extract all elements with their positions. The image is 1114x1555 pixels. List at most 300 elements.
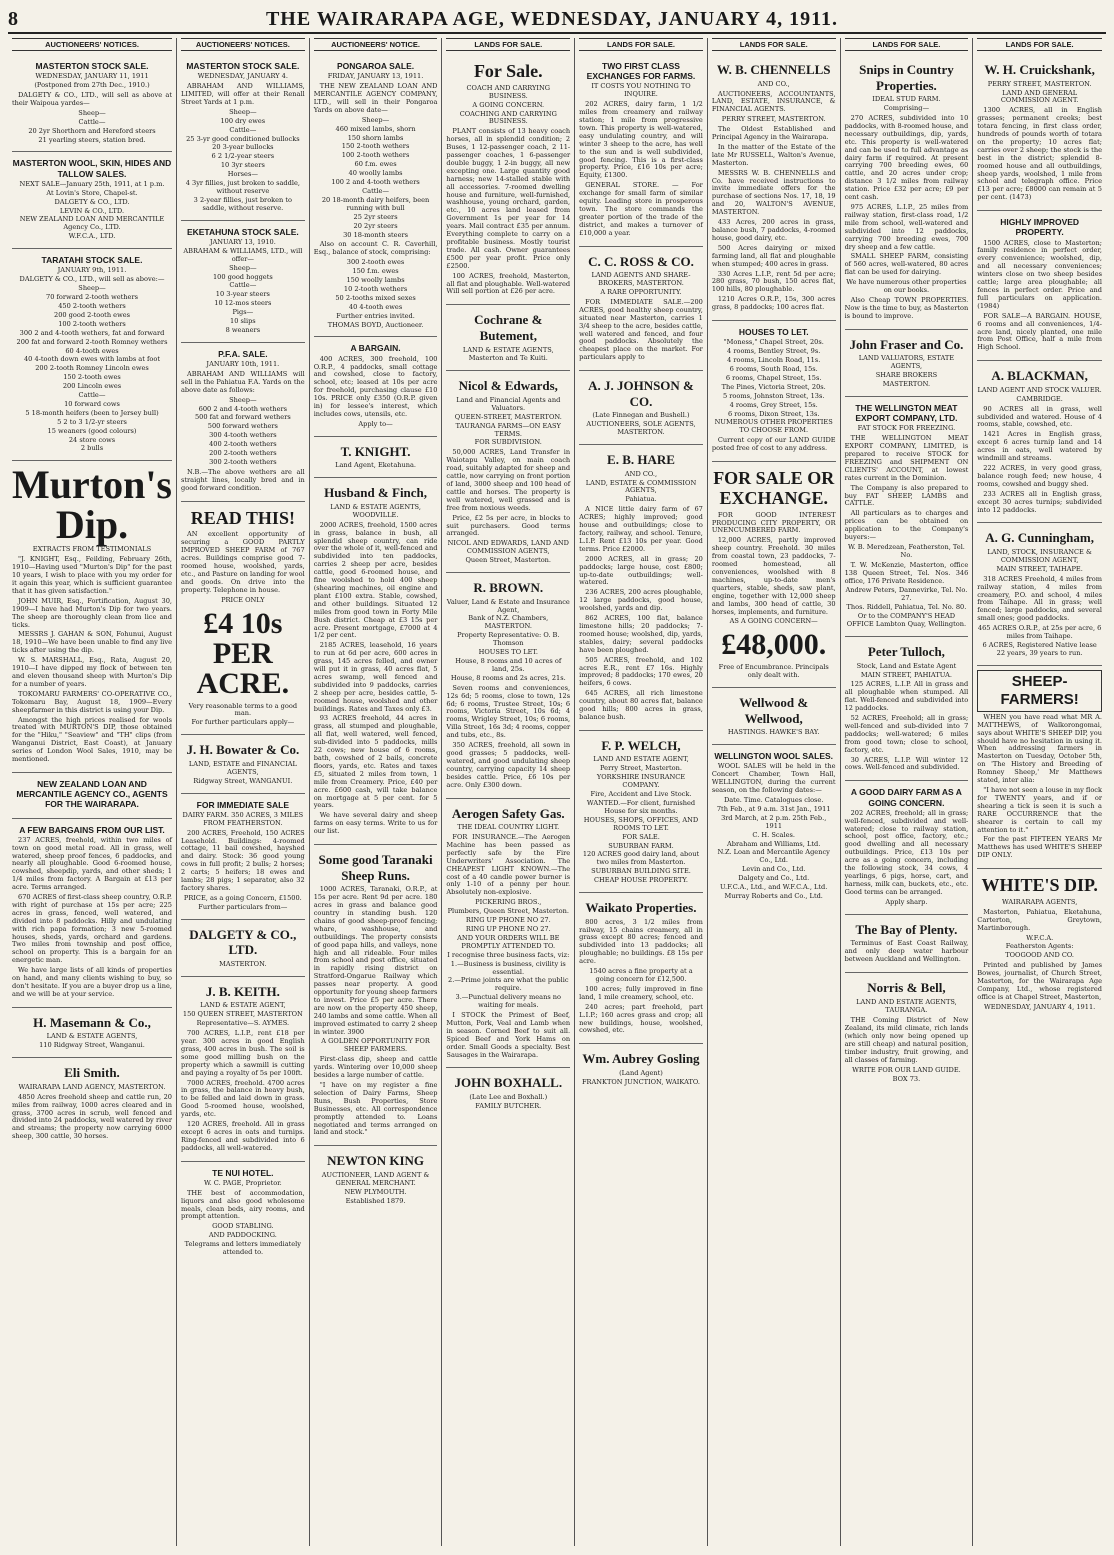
ad-line: We have several dairy and sheep farms on easy terms. Write to us for our list. (313, 811, 438, 836)
ad-line: 3 2-year fillies, just broken to saddle, without reserve. (193, 195, 293, 212)
ad-line: QUEEN-STREET, MASTERTON. (454, 412, 562, 421)
ad-line: Sheep— (229, 263, 257, 272)
ad-line: Sheep— (78, 284, 106, 293)
ad-line: 1500 ACRES, close to Masterton; family residence in perfect order, every convenience; woolshed, dip, and all necessary conveniences; winters close on two sheep besides cattle; large area ploughable; all fences in perfect order. Price and full particulars on application. (1984) (977, 238, 1102, 310)
ad-title: F. P. WELCH, (601, 737, 681, 753)
advertisement (977, 869, 1102, 1019)
ad-line: WOOL SALES will be held in the Concert Chamber, Town Hall, WELLINGTON, during the current season, on the following dates:— (711, 762, 836, 795)
ad-line: Free of Encumbrance. Principals only dealt with. (718, 663, 829, 680)
advertisement (314, 845, 438, 1146)
ad-line: WEDNESDAY, JANUARY 4. (197, 72, 288, 81)
ad-line: TAURANGA FARMS—ON EASY TERMS. (455, 421, 561, 438)
ad-line: HOUSES TO LET. (478, 648, 538, 657)
ad-line: 100 2-tooth wethers (58, 319, 126, 328)
ad-line: 450 2-tooth wethers (58, 301, 126, 310)
advertisement (181, 221, 305, 343)
ad-line: Property Representative: O. B. Thomson (457, 631, 560, 648)
ad-line: "Moness," Chapel Street, 20s. (723, 338, 824, 347)
ad-title: Norris & Bell, (867, 979, 946, 995)
ad-line: N.Z. Loan and Mercantile Agency Co., Ltd. (717, 848, 830, 865)
advertisement (12, 55, 172, 152)
ad-title: Peter Tulloch, (867, 644, 945, 659)
ad-title: Waikato Properties. (585, 900, 697, 916)
ad-line: PERRY STREET, MASTERTON. (987, 79, 1092, 88)
ad-line: Seven rooms and conveniences, 12s 6d; 5 rooms, close to town, 12s 6d; 6 rooms, Trustee Street, 10s; 6 rooms, Victoria Street, 10s 6d; 4 rooms, Wrigley Street, 10s; 6 rooms, Villa Street, 16s 3d; 4 rooms, copper and tubs, etc., 8s. (446, 683, 571, 740)
ad-line: THE NEW ZEALAND LOAN AND MERCANTILE AGENCY COMPANY, LTD., will sell in their Pongaroa Yards on above date— (313, 82, 438, 114)
ad-line: SUBURBAN BUILDING SITE. (591, 867, 691, 876)
ad-line: FRIDAY, JANUARY 13, 1911. (327, 72, 424, 81)
ad-line: MASTERTON. (882, 379, 931, 388)
ad-line: Levin and Co., Ltd. (741, 865, 806, 874)
ad-line: 300 4-tooth wethers (209, 431, 277, 440)
ad-line: LAND, ESTATE & COMMISSION AGENTS, (585, 478, 697, 495)
ad-line: £4 10s PER ACRE. (196, 606, 290, 700)
ad-line: WEDNESDAY, JANUARY 11, 1911 (35, 72, 149, 81)
ad-line: 100 good hoggets (212, 272, 273, 281)
ad-title: NEWTON KING (327, 1153, 425, 1169)
ad-line: 2185 ACRES, leasehold, 16 years to run at 6d per acre, 600 acres in grass, 145 acres felled, and owner will put it in grass, 40 acres flat, 5 acres swamp, well fenced and subdivided into 9 paddocks, carries 2 sheep per acre, besides cattle, 5-roomed house, woolshed and other buildings. Rates and Taxes only £3. (313, 641, 438, 713)
advertisement (579, 247, 703, 372)
ad-line: For the past FIFTEEN YEARS Mr Matthews has used WHITE'S SHEEP DIP ONLY. (977, 835, 1102, 860)
ad-title: FOR IMMEDIATE SALE (196, 799, 290, 810)
ad-line: 21 yearling steers, station bred. (38, 135, 146, 144)
ad-line: AND CO., (757, 79, 790, 88)
advertisement (712, 462, 836, 688)
ad-line: Sheep— (361, 115, 390, 124)
ad-line: 40 4-tooth down ewes with lambs at foot (23, 355, 161, 364)
ad-line: 25 2yr steers (353, 212, 398, 221)
ad-line: 433 Acres, 200 acres in grass, balance bush, 7 paddocks, 4-roomed house, good dairy, etc. (711, 218, 836, 242)
ad-line: "I have on my register a fine selection of Dairy Farms, Sheep Runs, Bush Properties, Store Businesses, etc. All correspondence promptly attended to. Loans negotiated and terms arranged on land and stock." (313, 1081, 438, 1137)
advertisement (181, 735, 305, 793)
ad-line: A GOLDEN OPPORTUNITY FOR SHEEP FARMERS. (321, 1037, 430, 1054)
ad-title: A. J. JOHNSON & CO. (588, 378, 694, 409)
ad-line: AUCTIONEERS, ACCOUNTANTS, LAND, ESTATE, INSURANCE, & FINANCIAL AGENTS. (711, 89, 836, 114)
ad-title: Snips in Country Properties. (859, 62, 954, 93)
ad-line: I recognise three business facts, viz: (447, 950, 570, 959)
advertisement (845, 915, 969, 973)
advertisement (845, 55, 969, 330)
ad-line: WAIRARAPA LAND AGENCY, MASTERTON. (18, 1082, 166, 1091)
ad-line: 5 18-month heifers (been to Jersey bull) (25, 408, 159, 417)
ad-line: A NICE little dairy farm of 67 ACRES; highly improved; good house and outbuildings; close to factory, railway, and school. Tenure, L.I.P. Rent £13 10s per year. Good terms. Price £2000. (579, 505, 703, 553)
ad-line: 800 acres, 3 1/2 miles from railway, 15 chains creamery, all in grass except 80 acres; fenced and subdivided into 13 paddocks; all ploughable; no buildings. £8 15s per acre. (579, 917, 703, 966)
ad-line: 500 forward wethers (207, 422, 278, 431)
ad-line: 200 good 2-tooth ewes (54, 310, 130, 319)
ad-line: DALGETY & CO., LTD., will sell as above:— (19, 275, 165, 284)
ad-line: Masterton and Te Kuiti. (468, 354, 548, 363)
ad-title: Cochrane & Butement, (474, 312, 543, 343)
advertisement (845, 637, 969, 781)
ad-line: 2000 ACRES, freehold, 1500 acres in grass, balance in bush, all splendid sheep country, can ride over the whole of it, well-fenced and subdivided into ten paddocks, carries 2 sheep per acre, besides cattle, good 6-roomed house, and fine woolshed to hold 400 sheep (shearing machines, oil engine and plant £100 extra. Stable, cowshed, and other buildings. Situated 12 miles from good town in Forty Mile Bush district. Cheap at £3 15s per acre. Present mortgage, £7000 at 4 1/2 per cent. (313, 520, 438, 640)
ad-line: 500 Acres dairying or mixed farming land, all flat and ploughable when stumped; 400 acres in grass. (711, 243, 836, 268)
ad-line: THE IDEAL COUNTRY LIGHT. (457, 823, 560, 832)
ad-line: 7th Feb., at 9 a.m. 31st Jan., 1911 (716, 804, 831, 813)
ad-line: PERRY STREET, MASTERTON. (721, 115, 826, 124)
ad-line: Fire, Accident and Live Stock. (590, 790, 692, 799)
ad-line: House, 8 rooms and 10 acres of land, 25s. (455, 657, 562, 673)
ad-line: 10 3yr steers (220, 161, 265, 170)
ad-line: 150 2-tooth wethers (341, 142, 410, 151)
advertisement (446, 1068, 570, 1117)
ad-line: Price, £2 5s per acre, in blocks to suit purchasers. Good terms arranged. (446, 513, 571, 538)
ad-line: 400 ACRES, 300 freehold, 100 O.R.P., 4 paddocks, small cottage and cowshed, close to factory, school, etc; leased at 10s per acre for freehold, purchasing clause £10 10s. PRICE only £350 (O.R.P. given in) for lessee's interest, which includes cows, utensils, etc. (313, 354, 438, 418)
ad-title: WELLINGTON WOOL SALES. (714, 751, 834, 762)
ad-title: For Sale. (473, 61, 543, 81)
ad-title: H. Masemann & Co., (33, 1014, 151, 1030)
ad-line: 150 woolly lambs (346, 276, 405, 285)
ad-line: 5 rooms, Johnston Street, 13s. (722, 391, 825, 400)
ad-title: SHEEP-FARMERS! (977, 670, 1102, 712)
ad-line: Apply sharp. (885, 897, 928, 906)
ad-line: 2 bulls (80, 444, 104, 453)
ad-line: GOOD STABLING. (212, 1222, 274, 1231)
column-header: LANDS FOR SALE. (712, 38, 836, 51)
ad-line: W. B. Meredzean, Featherston, Tel. No. (847, 542, 965, 559)
ad-line: COACH AND CARRYING BUSINESS. (466, 83, 551, 100)
ad-line: 110 Ridgway Street, Wanganui. (39, 1041, 145, 1050)
ad-line: A RARE OPPORTUNITY. (600, 288, 682, 296)
ad-title: E. B. HARE (607, 452, 675, 468)
ad-line: THOMAS BOYD, Auctioneer. (327, 320, 424, 329)
advertisement (579, 893, 703, 1044)
ad-line: Masterton, Pahiatua, Eketahuna, Carterton, Greytown, Martinborough. (977, 907, 1102, 932)
ad-line: 40 4-tooth ewes (348, 302, 403, 311)
ad-line: ABRAHAM AND WILLIAMS, LIMITED, will offer at their Renall Street Yards at 1 p.m. (181, 82, 305, 106)
ad-line: 70 forward 2-tooth wethers (46, 293, 138, 302)
ad-line: 20 18-month dairy heifers, been running with bull (321, 195, 430, 212)
ad-line: THE WELLINGTON MEAT EXPORT COMPANY, LIMITED, is prepared to receive STOCK for FREEZING and SHIPMENT ON CLIENTS' ACCOUNT, at lowest rates current in the Dominion. (844, 434, 969, 482)
ad-line: Perry Street, Masterton. (600, 764, 682, 773)
ad-line: 350 ACRES, freehold, all sown in good grasses; 5 paddocks, well-watered, and good undulating sheep country, carrying capacity 14 sheep besides cattle. Price, £6 10s per acre. Only £300 down. (446, 741, 571, 789)
ad-line: 3.—Punctual delivery means no waiting for meals. (455, 993, 562, 1010)
advertisement (446, 305, 570, 371)
ad-line: 100 dry ewes (220, 116, 266, 125)
ad-line: LAND AGENT AND STOCK VALUER. (977, 385, 1102, 394)
ad-line: 25 3-yr good conditioned bullocks (186, 134, 300, 143)
ad-line: A GOING CONCERN. (472, 100, 545, 109)
ad-line: WEDNESDAY, JANUARY 4, 1911. (984, 1002, 1096, 1011)
ad-line: TOOGOOD AND CO. (1005, 951, 1074, 960)
ad-line: 300 2-tooth ewes (346, 258, 405, 267)
ad-line: 6 ACRES, Registered Native lease 22 years, 39 years to run. (982, 641, 1097, 657)
ad-line: JANUARY 10th, 1911. (206, 360, 280, 369)
ad-line: CHEAP HOUSE PROPERTY. (594, 876, 688, 885)
ad-line: For further particulars apply— (191, 718, 295, 727)
column-6 (708, 38, 841, 1546)
ad-line: C. H. Scales. (752, 830, 795, 839)
ad-line: 200 ACRES, Freehold, 150 ACRES Leasehold. Buildings: 4-roomed cottage, 11 bail cowshed, hayshed and dairy. Stock: 36 good young cows in full profit; 2 bulls; 2 horses; 2 carts; 5 heifers; 18 ewes and lambs; 28 pigs; 1 separator, also 32 factory shares. (181, 828, 305, 892)
ad-line: Horses— (227, 170, 258, 179)
ad-title: Murton's Dip. (12, 462, 172, 548)
ad-line: N.B.—The above wethers are all straight lines, locally bred and in good forward condition. (181, 467, 305, 492)
ad-line: NEW ZEALAND LOAN AND MERCANTILE Agency Co., LTD. (19, 215, 165, 232)
ad-line: (Land Agent) (619, 1068, 663, 1077)
ad-line: Cattle— (362, 186, 389, 195)
ad-line: TAURANGA. (885, 1006, 928, 1015)
ad-line: 600 2 and 4-tooth wethers (198, 404, 288, 413)
ad-line: Apply to— (358, 419, 393, 428)
ad-line: WANTED.—For client, furnished House for six months. (586, 798, 696, 815)
advertisement (845, 781, 969, 914)
ad-line: FOR SALE—A BARGAIN. HOUSE, 6 rooms and all conveniences, 1/4-acre land, nicely planted, one mile from Post Office, half a mile from High School. (977, 311, 1102, 352)
ad-line: Bank of N.Z. Chambers, MASTERTON. (468, 614, 549, 631)
ad-title: A FEW BARGAINS FROM OUR LIST. (19, 824, 165, 835)
ad-line: 4 3yr fillies, just broken to saddle, without reserve (185, 179, 300, 195)
ad-title: J. H. Bowater & Co. (186, 742, 300, 758)
column-header: LANDS FOR SALE. (845, 38, 969, 51)
ad-line: FOR SALE. (622, 832, 660, 841)
ad-line: 150 f.m. ewes (352, 267, 399, 276)
ad-line: Cattle— (78, 117, 106, 126)
ad-line: 2.—Prime joints are what the public require. (448, 976, 569, 993)
ad-line: DALGETY & CO., LTD. (54, 197, 130, 206)
ad-line: 1.—Business is business, civility is essential. (450, 959, 566, 976)
advertisement (977, 523, 1102, 665)
masthead (8, 6, 1106, 34)
ad-line: Cattle— (78, 391, 106, 400)
ad-line: AND PADDOCKING. (208, 1231, 277, 1240)
ad-line: 100 ACRES, freehold, Masterton, all flat and ploughable. Well-watered Will sell portion at £26 per acre. (446, 271, 571, 296)
ad-line: "J. KNIGHT, Esq., Feilding, February 26th, 1910—Having used "Murton's Dip" for the past 10 years, I wish to place with you my order for it again this year, which is sufficient guarantee that it has given satisfaction." (12, 555, 172, 595)
ad-line: NEW PLYMOUTH. (344, 1187, 407, 1196)
ad-line: 222 ACRES, in very good grass, balance rough feed; new house, 4 rooms, cowshed and buggy shed. (977, 464, 1102, 488)
ad-title: FOR SALE OR EXCHANGE. (713, 468, 835, 508)
ad-line: Pigs— (232, 308, 254, 317)
ad-line: Sheep— (229, 395, 257, 404)
advertisement (977, 55, 1102, 211)
advertisement (446, 799, 570, 1069)
advertisement (314, 478, 438, 845)
ad-line: FOR INSURANCE.—The Aerogen Machine has been passed as perfectly safe by the Fire Underwriters' Association. The CHEAPEST LIGHT KNOWN.—The cost of a 40 candle power burner is only 1-10 of a penny per hour. Absolutely non-explosive. (446, 833, 571, 897)
ad-line: ABRAHAM & WILLIAMS, LTD., will offer— (183, 246, 303, 263)
column-8 (973, 38, 1106, 1546)
ad-line: 200 2-tooth wethers (209, 449, 277, 458)
ad-line: 300 2-tooth wethers (209, 458, 277, 466)
ad-line: COACHING AND CARRYING BUSINESS. (459, 109, 557, 126)
ad-line: 1300 ACRES, all in English grasses; permanent creeks; best totara fencing, in first class order, hundreds of pounds worth of totara on the property; 10 acres flat; carries over 2 sheep; the stock is the best in the district; splendid 8-roomed house and all outbuildings, sheep yards, woolshed, 1 mile from school and telegraph office. Price £13 per acre; £8000 can remain at 5 per cent. (1473) (977, 106, 1102, 202)
ad-line: Plumbers, Queen Street, Masterton. (447, 907, 569, 916)
ad-title: THE WELLINGTON MEAT EXPORT COMPANY, LTD. (855, 402, 958, 424)
ad-line: W.F.C.A., LTD. (68, 232, 116, 241)
ad-line: LAND & ESTATE AGENTS, (462, 345, 554, 354)
ad-line: 505 ACRES, freehold, and 102 acres E.R., rent £7 16s. Highly improved; 8 paddocks; 170 ewes, 20 heifers, 6 cows. (579, 655, 703, 688)
ad-line: RING UP PHONE NO 27. (465, 916, 551, 925)
ad-line: Abraham and Williams, Ltd. (727, 839, 821, 848)
ad-line: LAND & ESTATE AGENTS, WOODVILLE. (330, 502, 421, 519)
ad-title: A. G. Cunningham, (985, 530, 1094, 546)
advertisement (314, 1146, 438, 1212)
ad-line: LAND AND GENERAL COMMISSION AGENT. (1000, 88, 1079, 105)
advertisement (181, 1162, 305, 1264)
advertisement (12, 1008, 172, 1058)
advertisement (845, 397, 969, 637)
ad-title: TARATAHI STOCK SALE. (41, 255, 143, 266)
ad-line: FAT STOCK FOR FREEZING. (857, 424, 956, 433)
advertisement (12, 152, 172, 249)
ad-line: 100 acres; fully improved in fine land, 1 mile creamery, school, etc. (579, 984, 703, 1001)
ad-line: 862 ACRES, 100 flat, balance limestone hills; 20 paddocks; 7-roomed house; woolshed, dip, yards, stables, dairy; several paddocks have been ploughed. (579, 614, 703, 654)
ad-line: 4 rooms, Grey Street, 15s. (729, 400, 818, 409)
ad-line: 300 2 and 4-tooth wethers, fat and forward (19, 328, 165, 337)
ad-line: Or to the COMPANY'S HEAD OFFICE Lambton Quay, Wellington. (846, 612, 967, 629)
ad-title: EKETAHUNA STOCK SALE. (186, 226, 299, 237)
ad-line: 150 QUEEN STREET, MASTERTON (182, 1010, 303, 1019)
ad-title: MASTERTON WOOL, SKIN, HIDES AND TALLOW SALES. (12, 158, 172, 179)
ad-line: HASTINGS. HAWKE'S BAY. (727, 728, 820, 737)
ad-line: 150 shorn lambs (347, 133, 404, 142)
ad-line: 237 ACRES, freehold, within two miles of town on good metal road. All in grass, well watered, sheep proof fences, 6 paddocks, and nearly all ploughable. Good 6-roomed house, cowshed, sheepdip, yards, and other sheds; 1 1/4 miles from factory. A Bargain at £13 per acre. Terms arranged. (12, 835, 172, 892)
ad-line: 50,000 ACRES, Land Transfer in Waiotapu Valley, on main coach road, suitably adapted for sheep and cattle, now carrying on front portion of land, 3000 sheep and 100 head of cattle and horses. The property is well watered, well grassed and is free from noxious weeds. (446, 448, 571, 512)
ad-line: House, 8 rooms and 2s acres, 21s. (450, 673, 566, 682)
ad-line: GENERAL STORE. — For exchange for small farm of similar equity. Leading store in prosperous town. The store commands the greater portion of the trade of the district, and makes a turnover of £10,000 a year. (579, 181, 703, 237)
ad-line: 6 rooms, Chapel Street, 15s. (725, 373, 822, 382)
ad-line: The Oldest Established and Principal Agency in the Wairarapa. (711, 125, 836, 142)
ad-line: 460 mixed lambs, shorn (335, 124, 416, 133)
ad-title: MASTERTON STOCK SALE. (35, 61, 149, 71)
ad-title: W. H. Cruickshank, (984, 62, 1095, 77)
advertisement (712, 745, 836, 908)
column-7 (841, 38, 974, 1546)
column-header: LANDS FOR SALE. (579, 38, 703, 51)
ad-line: HOUSES, SHOPS, OFFICES, AND ROOMS TO LET. (583, 815, 699, 832)
ad-line: Very reasonable terms to a good man. (188, 701, 298, 718)
ad-line: 202 ACRES, freehold; all in grass; well-fenced, subdivided and well-watered; close to railway station, school, post office, factory, etc.; good dwelling and all necessary outbuildings. Price, £13 10s per acre as a going concern, including the following stock, 34 cows, 4 yearlings, 6 pigs, horse, cart, and harness, milk can, buckets, etc., etc. Good terms can be arranged. (844, 808, 969, 896)
column-header: AUCTIONEERS' NOTICES. (181, 38, 305, 51)
ad-line: SMALL SHEEP FARM, consisting of 560 acres, well-watered, 80 acres flat can be used for dairying. (844, 252, 969, 277)
ad-line: 8 weaners (225, 325, 261, 334)
ad-title: Husband & Finch, (324, 485, 428, 501)
column-header: AUCTIONEERS' NOTICE. (314, 38, 438, 51)
ad-line: 20 2yr Shorthorn and Hereford steers (28, 126, 156, 135)
advertisement (181, 502, 305, 736)
ad-title: The Bay of Plenty. (855, 921, 958, 937)
ad-line: BOX 73. (892, 1074, 921, 1083)
ad-line: JANUARY 13, 1910. (209, 237, 276, 246)
ad-line: Telegrams and letters immediately attended to. (184, 1240, 302, 1257)
ad-line: PRICE, as a going Concern, £1500. (183, 893, 302, 902)
ad-line: Also Cheap TOWN PROPERTIES. Now is the time to buy, as Masterton is bound to improve. (844, 295, 969, 320)
ad-line: 400 2-tooth wethers (209, 440, 277, 449)
ad-line: 6 rooms, Dixon Street, 13s. (727, 409, 820, 418)
advertisement (181, 343, 305, 502)
ad-line: Comprising— (883, 104, 930, 113)
advertisement (446, 55, 570, 305)
column-1 (8, 38, 177, 1546)
ad-line: IT COSTS YOU NOTHING TO INQUIRE. (591, 82, 691, 99)
ad-title: A. BLACKMAN, (991, 368, 1088, 384)
ad-line: 52 ACRES, Freehold; all in grass; well-fenced and sub-divided into 7 paddocks; well-watered; 6 miles from good town; close to school, factory, etc. (844, 714, 969, 754)
ad-line: 1421 Acres in English grass, except 6 acres turnip land and 14 acres in oats, well watered by windmill and streams. (977, 430, 1102, 463)
advertisement (446, 371, 570, 573)
ad-line: First-class dip, sheep and cattle yards. Wintering over 10,000 sheep besides a large number of cattle. (313, 1055, 438, 1080)
ad-line: 10 forward cows (64, 399, 120, 408)
ad-line: 100 2-tooth wethers (341, 151, 410, 160)
advertisement (12, 1058, 172, 1149)
ad-title: TE NUI HOTEL. (212, 1167, 274, 1178)
ad-title: HIGHLY IMPROVED PROPERTY. (1000, 217, 1080, 238)
ad-line: 10 3-year steers (215, 290, 270, 299)
ad-line: WRITE FOR OUR LAND GUIDE. (852, 1065, 961, 1074)
ad-line: FOR GOOD INTEREST PRODUCING CITY PROPERTY, OR UNENCUMBERED FARM. (711, 510, 836, 535)
ad-title: NEW ZEALAND LOAN AND MERCANTILE AGENCY CO., AGENTS FOR THE WAIRARAPA. (16, 778, 168, 810)
page-number: 8 (8, 7, 18, 30)
ad-line: 1210 Acres O.R.P., 15s, 300 acres grass, 8 paddocks; 100 acres flat. (711, 295, 836, 312)
ad-line: All particulars as to charges and prices can be obtained on application to the Company's buyers:— (844, 509, 969, 542)
ad-title: Some good Taranaki Sheep Runs. (318, 852, 433, 883)
advertisement (12, 819, 172, 1008)
advertisement (712, 55, 836, 321)
ad-line: 120 ACRES, freehold. All in grass except 6 acres in oats and turnips. Ring-fenced and subdivided into 6 paddocks, all well-watered. (181, 1120, 305, 1152)
ad-line: 465 ACRES O.R.P., at 25s per acre, 6 miles from Taihape. (977, 624, 1102, 641)
ad-line: Queen Street, Masterton. (465, 556, 552, 565)
ad-title: C. C. ROSS & CO. (588, 253, 694, 269)
ad-line: MAIN STREET, PAHIATUA. (860, 670, 952, 679)
ad-line: Representative—S. AYMES. (196, 1019, 290, 1028)
ad-line: 500 fat and forward wethers (194, 413, 291, 422)
ad-line: 233 ACRES all in English grass, except 30 acres turnips; subdivided into 12 paddocks. (977, 489, 1102, 514)
ad-line: Featherston Agents: (1005, 942, 1074, 951)
ad-line: FOR IMMEDIATE SALE.—200 ACRES, good healthy sheep country, situated near Masterton, carries 1 3/4 sheep to the acre, besides cattle, well watered and fenced, and four good paddocks. Absolutely the cheapest place on the market. For particulars apply to (579, 297, 703, 362)
ad-line: 120 ACRES good dairy land, about two miles from Masterton. (582, 850, 700, 867)
ad-title: John Fraser and Co. (849, 336, 964, 352)
ad-line: 975 ACRES, L.I.P., 25 miles from railway station, first-class road, 1/2 mile from school, well-watered and subdivided into 12 paddocks, carrying 700 breeding ewes, 700 dry sheep and a few cattle. (844, 202, 969, 251)
ad-title: R. BROWN. (473, 580, 544, 596)
ad-line: SHARE BROKERS (875, 371, 938, 380)
ad-line: 202 ACRES, dairy farm, 1 1/2 miles from creamery and railway station; 1 mile from progressive town. This property is well-watered, easy undulating country, and will winter 3 sheep to the acre, has well to the sun and is well subdivided, good fencing. This is a first-class property. Price, £16 10s per acre; Equity, £1300. (579, 100, 703, 180)
ad-line: 12,000 ACRES, partly improved sheep country. Freehold. 30 miles from coastal town, 23 paddocks, 7-roomed homestead, all conveniences, woolshed with 8 machines, up-to-date men's quarters, stable, sheds, saw plant, engine, together with 12,000 sheep and lambs, 300 head of cattle, 30 horses, implements, and furniture. (711, 536, 836, 616)
ad-line: The Pines, Victoria Street, 20s. (721, 382, 826, 391)
ad-line: LAND VALUATORS, ESTATE AGENTS, (858, 354, 955, 371)
advertisement (845, 973, 969, 1091)
ad-line: AUCTIONEER, LAND AGENT & GENERAL MERCHANT. (321, 1170, 430, 1187)
ad-line: 40 woolly lambs (348, 169, 403, 178)
ad-line: 20 2yr steers (353, 221, 398, 230)
ad-title: MASTERTON STOCK SALE. (186, 61, 300, 71)
ad-title: Eli Smith. (64, 1065, 120, 1081)
ad-line: LAND AND ESTATE AGENT, (593, 755, 689, 764)
ad-line: I STOCK the Primest of Beef, Mutton, Pork, Veal and Lamb when in season. Corned Beef to suit all. Spiced Beef and York Hams on order. Small Goods a specialty. Best Sausages in the Wairarapa. (446, 1011, 571, 1059)
ad-line: 90 ACRES all in grass, well subdivided and watered. House of 4 rooms, stable, cowshed, etc. (977, 404, 1102, 429)
advertisement (181, 794, 305, 920)
ad-line: Printed and published by James Bowes, journalist, of Church Street, Masterton, for the Wairarapa Age Company, Ltd., whose registered office is at Chapel Street, Masterton, (977, 961, 1102, 1001)
ad-line: U.F.C.A., Ltd., and W.F.C.A., Ltd. (720, 883, 828, 892)
ad-line: EXTRACTS FROM TESTIMONIALS (32, 545, 152, 554)
ad-line: £48,000. (721, 628, 827, 662)
ad-line: Andrew Peters, Dannevirke, Tel. No. 27. (845, 586, 968, 603)
ad-line: 10 12-mos steers (214, 299, 272, 308)
ad-line: 100 2 and 4-tooth wethers (331, 178, 420, 187)
advertisement (314, 337, 438, 436)
ad-line: 10 slips (230, 317, 256, 326)
ad-line: AUCTIONEERS, SOLE AGENTS, MASTERTON. (586, 420, 696, 437)
advertisement (314, 55, 438, 337)
ad-line: CAMBRIDGE. (1016, 394, 1063, 403)
ad-line: Dalgety and Co., Ltd. (738, 874, 810, 883)
ad-line: 125 ACRES, L.I.P. All in grass and all ploughable when stumped. All flat. Well-fenced and subdivided into 12 paddocks. (844, 680, 969, 713)
ad-line: FAMILY BUTCHER. (475, 1101, 542, 1110)
ad-line: 700 ACRES, L.I.P., rent £18 per year. 300 acres in good English grass, 400 acres in bush. The soil is some good milling bush on the property which a sawmill is cutting and paying a royalty of 5s per 100ft. (181, 1029, 305, 1077)
ad-line: (Late Lee and Boxhall.) (469, 1093, 548, 1102)
ad-line: MESSRS J. GAHAN & SON, Fohunui, August 18, 1910—We have been unable to find any live ticks after using the dip. (12, 630, 172, 655)
advertisement (579, 1044, 703, 1093)
ad-line: NEXT SALE—January 25th, 1911, at 1 p.m. (19, 179, 165, 188)
ad-title: DALGETY & CO., LTD. (189, 926, 297, 958)
ad-line: 20 3-year bullocks (212, 143, 274, 152)
ad-line: LAND & ESTATE AGENTS, (46, 1032, 138, 1041)
ad-line: Date. Time. Catalogues close. (723, 796, 824, 805)
advertisement (446, 573, 570, 798)
